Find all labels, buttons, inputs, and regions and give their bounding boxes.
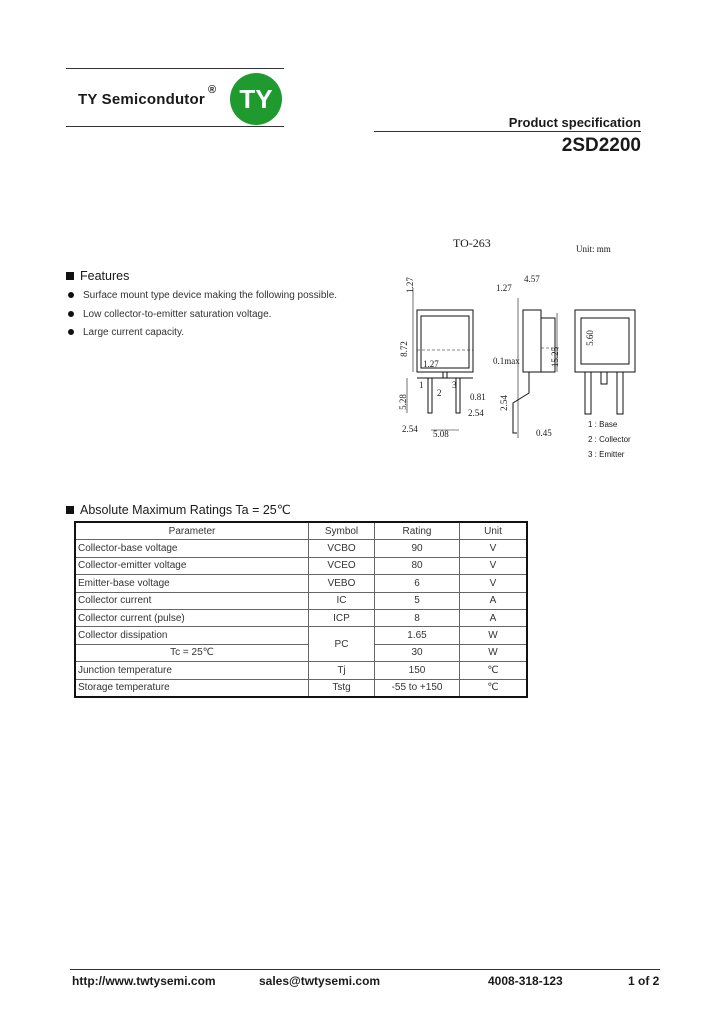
pin-legend-emitter: 3 : Emitter bbox=[588, 450, 625, 459]
table-row: Tc = 25℃ 30 W bbox=[75, 644, 527, 661]
table-row: Emitter-base voltage VEBO 6 V bbox=[75, 575, 527, 592]
header-unit: Unit bbox=[460, 522, 528, 540]
side-view-body bbox=[523, 310, 541, 372]
header-parameter: Parameter bbox=[75, 522, 309, 540]
features-title: Features bbox=[80, 269, 130, 283]
dim-5-08: 5.08 bbox=[433, 429, 449, 439]
table-row: Collector dissipation PC 1.65 W bbox=[75, 627, 527, 644]
dim-4-57: 4.57 bbox=[524, 274, 540, 284]
table-row: Collector-emitter voltage VCEO 80 V bbox=[75, 557, 527, 574]
footer-website-link[interactable]: http://www.twtysemi.com bbox=[72, 974, 216, 988]
feature-item: Large current capacity. bbox=[68, 327, 184, 338]
features-heading bbox=[66, 269, 129, 283]
back-lead-2 bbox=[601, 372, 607, 384]
feature-item: Low collector-to-emitter saturation voltage. bbox=[68, 309, 271, 320]
registered-mark: ® bbox=[208, 84, 217, 96]
unit-label: Unit: mm bbox=[576, 244, 611, 254]
header-top-rule bbox=[66, 68, 284, 69]
table-row: Collector-base voltage VCBO 90 V bbox=[75, 540, 527, 557]
dim-2-54-center: 2.54 bbox=[468, 408, 484, 418]
front-lead-1 bbox=[428, 378, 432, 413]
footer-rule bbox=[70, 969, 660, 970]
ratings-heading bbox=[66, 502, 291, 517]
dim-0-45: 0.45 bbox=[536, 428, 552, 438]
pin-label-2: 2 bbox=[437, 388, 442, 398]
product-specification-label: Product specification bbox=[508, 115, 641, 130]
table-header-row bbox=[75, 522, 527, 540]
package-title: TO-263 bbox=[453, 236, 491, 250]
front-lead-2 bbox=[443, 372, 447, 378]
back-lead-3 bbox=[617, 372, 623, 414]
dim-2-54-bottom: 2.54 bbox=[402, 424, 418, 434]
page-indicator: 1 of 2 bbox=[628, 974, 660, 988]
header-right-rule bbox=[374, 131, 641, 132]
side-view-lead bbox=[513, 372, 529, 433]
part-number: 2SD2200 bbox=[561, 135, 641, 156]
table-row: Storage temperature Tstg -55 to +150 ℃ bbox=[75, 679, 527, 697]
dim-0-81: 0.81 bbox=[470, 392, 486, 402]
square-bullet-icon bbox=[66, 272, 74, 280]
bullet-icon bbox=[68, 311, 74, 317]
pin-legend-collector: 2 : Collector bbox=[588, 435, 631, 444]
absolute-maximum-ratings-table bbox=[74, 521, 528, 698]
company-name: TY Semicondutor bbox=[78, 91, 205, 108]
header-bottom-rule bbox=[66, 126, 284, 127]
feature-item: Surface mount type device making the following possible. bbox=[68, 290, 337, 301]
dim-1-27-mid: 1.27 bbox=[423, 359, 439, 369]
dim-8-72: 8.72 bbox=[398, 341, 409, 357]
square-bullet-icon bbox=[66, 506, 74, 514]
pin-label-3: 3 bbox=[452, 380, 457, 390]
back-lead-1 bbox=[585, 372, 591, 414]
table-row: Collector current (pulse) ICP 8 A bbox=[75, 609, 527, 626]
dim-5-28: 5.28 bbox=[397, 394, 408, 410]
dim-5-60: 5.60 bbox=[584, 330, 595, 346]
header-rating: Rating bbox=[375, 522, 460, 540]
header-symbol: Symbol bbox=[309, 522, 375, 540]
table-row: Junction temperature Tj 150 ℃ bbox=[75, 662, 527, 679]
dim-2-54-side: 2.54 bbox=[498, 395, 509, 411]
pin-label-1: 1 bbox=[419, 380, 424, 390]
pin-legend-base: 1 : Base bbox=[588, 420, 618, 429]
bullet-icon bbox=[68, 329, 74, 335]
footer-email-link[interactable]: sales@twtysemi.com bbox=[259, 974, 381, 988]
table-row: Collector current IC 5 A bbox=[75, 592, 527, 609]
bullet-icon bbox=[68, 292, 74, 298]
dim-0-1max: 0.1max bbox=[493, 356, 520, 366]
footer-phone: 4008-318-123 bbox=[488, 974, 563, 988]
dim-1-27-right: 1.27 bbox=[496, 283, 512, 293]
ratings-title: Absolute Maximum Ratings Ta = 25℃ bbox=[80, 503, 291, 517]
company-logo: TY bbox=[230, 73, 282, 125]
dim-15-25: 15.25 bbox=[550, 346, 561, 368]
dim-1-27-top: 1.27 bbox=[404, 277, 415, 293]
